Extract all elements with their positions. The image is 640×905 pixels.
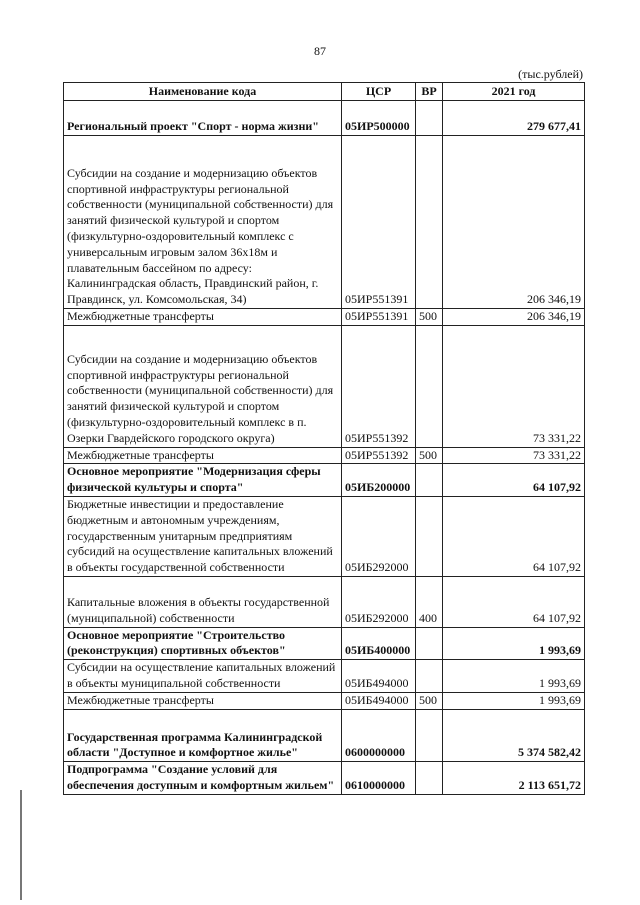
- row-name: Подпрограмма "Создание условий для обеспечения доступным и комфортным жильем": [64, 762, 342, 795]
- row-amount: 1 993,69: [443, 660, 585, 693]
- header-vr: ВР: [416, 83, 443, 101]
- row-code: 05ИР551392: [342, 447, 416, 464]
- row-vr: [416, 496, 443, 576]
- row-vr: [416, 762, 443, 795]
- table-row: [64, 496, 585, 576]
- row-name: Субсидии на осуществление капитальных вложений в объекты муниципальной собственности: [64, 660, 342, 693]
- row-vr: 500: [416, 447, 443, 464]
- table-row: [64, 464, 585, 497]
- row-amount: 5 374 582,42: [443, 730, 585, 762]
- table-header-row: [64, 83, 585, 101]
- row-code: 05ИР551391: [342, 166, 416, 309]
- row-amount: 1 993,69: [443, 627, 585, 660]
- row-name: Межбюджетные трансферты: [64, 692, 342, 709]
- spacer-row: [64, 101, 585, 120]
- row-amount: 64 107,92: [443, 496, 585, 576]
- row-amount: 206 346,19: [443, 166, 585, 309]
- table-row: [64, 595, 585, 627]
- table-row: [64, 166, 585, 309]
- row-code: 05ИБ200000: [342, 464, 416, 497]
- row-code: 05ИБ400000: [342, 627, 416, 660]
- row-vr: 500: [416, 692, 443, 709]
- row-vr: [416, 352, 443, 447]
- row-code: 0600000000: [342, 730, 416, 762]
- row-vr: 500: [416, 308, 443, 325]
- row-code: 05ИР551391: [342, 308, 416, 325]
- row-name: Основное мероприятие "Строительство (реконструкция) спортивных объектов": [64, 627, 342, 660]
- row-code: 05ИБ292000: [342, 496, 416, 576]
- spacer-row: [64, 325, 585, 352]
- row-name: Субсидии на создание и модернизацию объектов спортивной инфраструктуры региональной собственности (муниципальной собственности) для занятий физической культурой и спортом (физкультурно-оздоровительный комплекс в п. Озерки Гвардейского городского округа): [64, 352, 342, 447]
- table-row: [64, 119, 585, 135]
- unit-note: (тыс.рублей): [518, 67, 583, 81]
- row-vr: [416, 464, 443, 497]
- row-name: Субсидии на создание и модернизацию объектов спортивной инфраструктуры региональной собственности (муниципальной собственности) для занятий физической культурой и спортом (физкультурно-оздоровительный комплекс с универсальным игровым залом 36х18м и плавательным бассейном по адресу: Калининградская область, Правдинский район, г. Правдинск, ул. Комсомольская, 34): [64, 166, 342, 309]
- table-row: [64, 627, 585, 660]
- table-row: [64, 447, 585, 464]
- table-row: [64, 730, 585, 762]
- row-name: Государственная программа Калининградской области "Доступное и комфортное жилье": [64, 730, 342, 762]
- row-name: Капитальные вложения в объекты государственной (муниципальной) собственности: [64, 595, 342, 627]
- table-row: [64, 308, 585, 325]
- row-code: 05ИБ292000: [342, 595, 416, 627]
- row-vr: [416, 119, 443, 135]
- row-amount: 2 113 651,72: [443, 762, 585, 795]
- row-code: 05ИБ494000: [342, 660, 416, 693]
- row-name: Межбюджетные трансферты: [64, 308, 342, 325]
- row-name: Региональный проект "Спорт - норма жизни": [64, 119, 342, 135]
- header-year: 2021 год: [443, 83, 585, 101]
- row-name: Межбюджетные трансферты: [64, 447, 342, 464]
- table-row: [64, 660, 585, 693]
- row-code: 05ИР500000: [342, 119, 416, 135]
- header-name: Наименование кода: [64, 83, 342, 101]
- row-vr: 400: [416, 595, 443, 627]
- row-amount: 1 993,69: [443, 692, 585, 709]
- table-row: [64, 762, 585, 795]
- row-amount: 206 346,19: [443, 308, 585, 325]
- spacer-row: [64, 135, 585, 166]
- row-code: 05ИБ494000: [342, 692, 416, 709]
- table-row: [64, 692, 585, 709]
- spacer-row: [64, 576, 585, 595]
- row-amount: 64 107,92: [443, 464, 585, 497]
- spacer-row: [64, 709, 585, 730]
- row-code: 05ИР551392: [342, 352, 416, 447]
- row-amount: 73 331,22: [443, 352, 585, 447]
- row-code: 0610000000: [342, 762, 416, 795]
- row-vr: [416, 730, 443, 762]
- page-number: 87: [314, 44, 326, 58]
- table-row: [64, 352, 585, 447]
- row-vr: [416, 166, 443, 309]
- row-name: Бюджетные инвестиции и предоставление бюджетным и автономным учреждениям, государственным унитарным предприятиям субсидий на осуществление капитальных вложений в объекты государственной собственности: [64, 496, 342, 576]
- row-amount: 73 331,22: [443, 447, 585, 464]
- row-vr: [416, 660, 443, 693]
- budget-table: [63, 82, 585, 795]
- row-vr: [416, 627, 443, 660]
- row-amount: 279 677,41: [443, 119, 585, 135]
- header-csr: ЦСР: [342, 83, 416, 101]
- row-name: Основное мероприятие "Модернизация сферы физической культуры и спорта": [64, 464, 342, 497]
- row-amount: 64 107,92: [443, 595, 585, 627]
- scan-edge-mark: [20, 790, 22, 900]
